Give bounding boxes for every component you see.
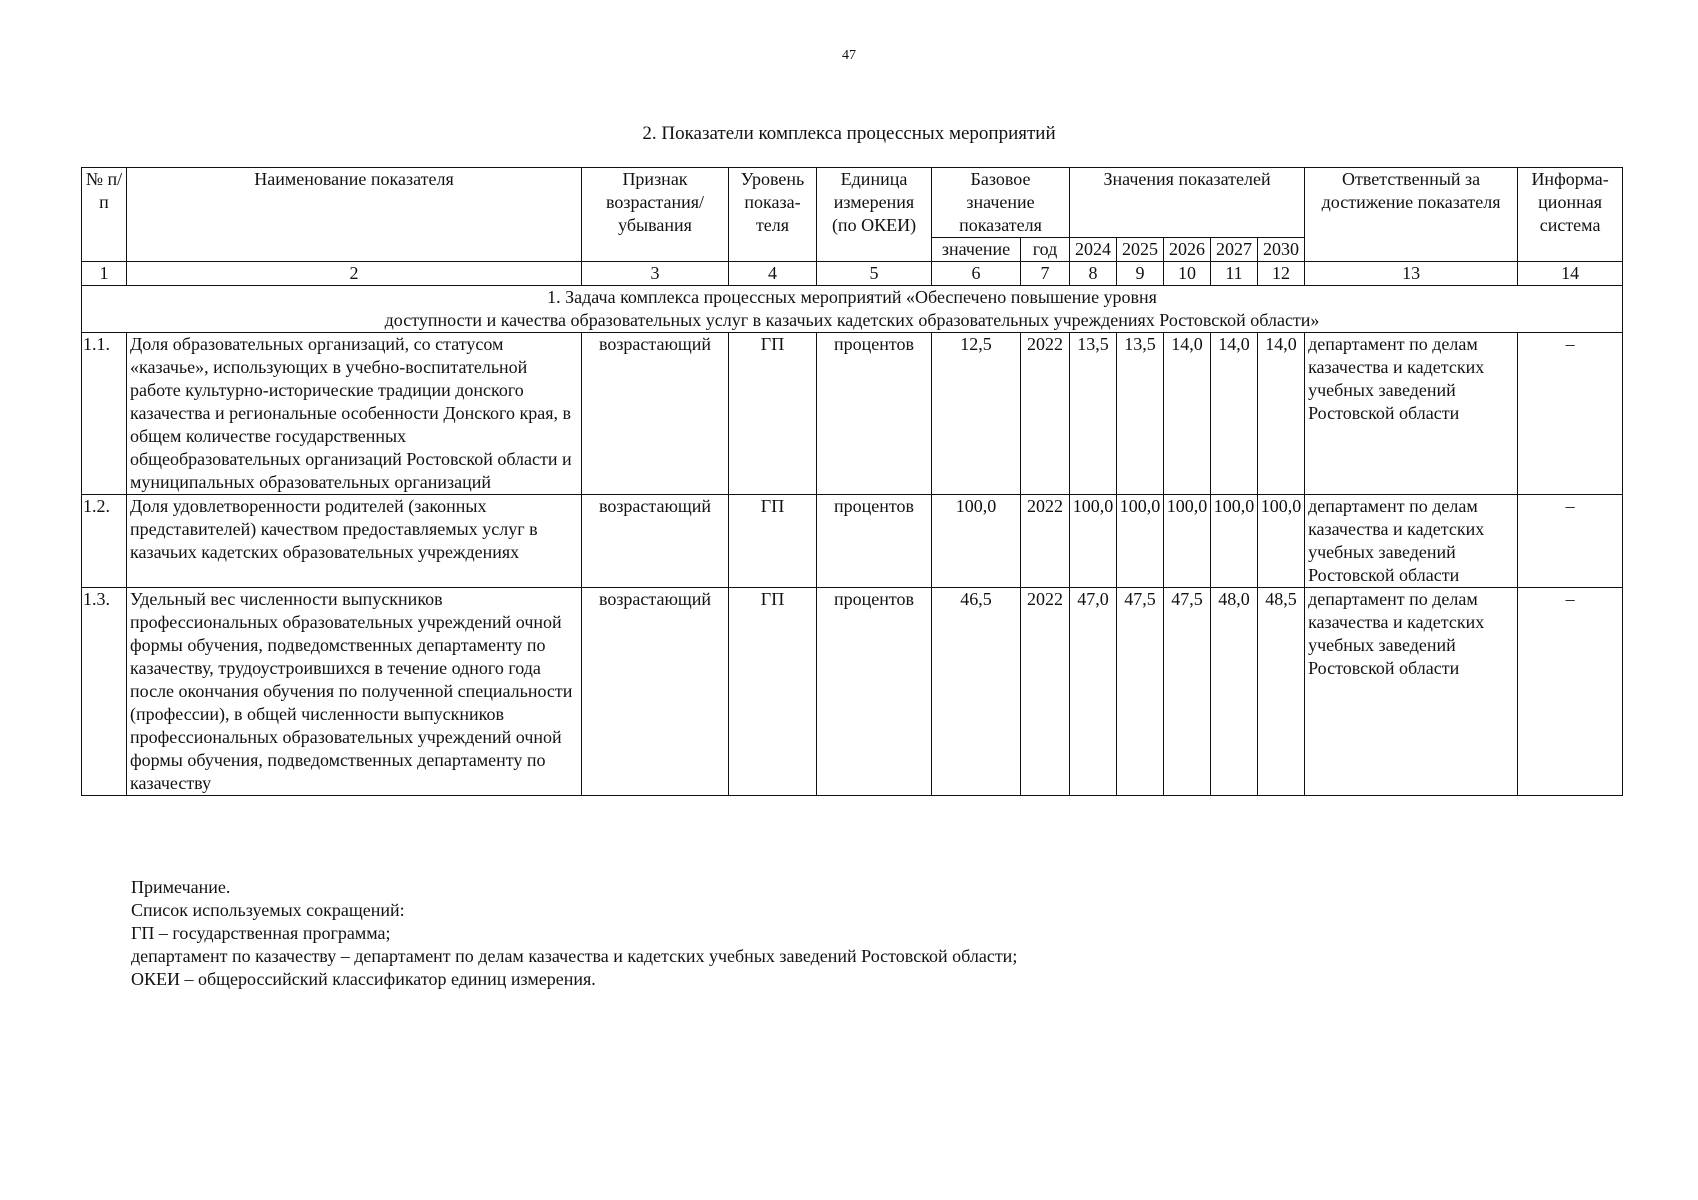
row-base-value: 46,5 <box>932 588 1021 796</box>
row-value-2024: 47,0 <box>1070 588 1117 796</box>
header-num: № п/п <box>82 168 127 262</box>
header-year-2025: 2025 <box>1117 238 1164 262</box>
row-base-value: 100,0 <box>932 495 1021 588</box>
task-line-2: доступности и качества образовательных услуг в казачьих кадетских образовательных учреждениях Ростовской области» <box>384 310 1320 330</box>
row-value-2024: 100,0 <box>1070 495 1117 588</box>
row-level: ГП <box>729 495 817 588</box>
header-row-1 <box>82 168 1623 238</box>
table-row <box>82 588 1623 796</box>
row-value-2025: 100,0 <box>1117 495 1164 588</box>
row-value-2030: 48,5 <box>1258 588 1305 796</box>
header-name: Наименование показателя <box>127 168 582 262</box>
row-level: ГП <box>729 588 817 796</box>
row-level: ГП <box>729 333 817 495</box>
col-number: 12 <box>1258 262 1305 286</box>
row-name: Доля образовательных организаций, со статусом «казачье», использующих в учебно-воспитательной работе культурно-исторические традиции донского казачества и региональные особенности Донского края, в общем количестве государственных общеобразовательных организаций Ростовской области и муниципальных образовательных организаций <box>127 333 582 495</box>
col-number: 11 <box>1211 262 1258 286</box>
col-number: 10 <box>1164 262 1211 286</box>
header-sign: Признак возрастания/ убывания <box>582 168 729 262</box>
col-number: 4 <box>729 262 817 286</box>
row-num: 1.1. <box>82 333 127 495</box>
note-title: Примечание. <box>131 877 231 897</box>
col-number: 9 <box>1117 262 1164 286</box>
row-sign: возрастающий <box>582 495 729 588</box>
row-responsible: департамент по делам казачества и кадетских учебных заведений Ростовской области <box>1305 588 1518 796</box>
header-year-2030: 2030 <box>1258 238 1305 262</box>
row-num: 1.2. <box>82 495 127 588</box>
row-value-2026: 100,0 <box>1164 495 1211 588</box>
col-number: 3 <box>582 262 729 286</box>
row-base-year: 2022 <box>1021 333 1070 495</box>
column-numbers-row <box>82 262 1623 286</box>
note-line: Список используемых сокращений: <box>131 900 405 920</box>
row-unit: процентов <box>817 333 932 495</box>
header-base-year: год <box>1021 238 1070 262</box>
row-unit: процентов <box>817 495 932 588</box>
row-name: Удельный вес численности выпускников профессиональных образовательных учреждений очной формы обучения, подведомственных департаменту по казачеству, трудоустроившихся в течение одного года после окончания обучения по полученной специальности (профессии), в общей численности выпускников профессиональных образовательных учреждений очной формы обучения, подведомственных департаменту по казачеству <box>127 588 582 796</box>
footnote <box>131 876 1017 991</box>
table-row <box>82 495 1623 588</box>
row-value-2024: 13,5 <box>1070 333 1117 495</box>
row-value-2030: 100,0 <box>1258 495 1305 588</box>
task-line-1: 1. Задача комплекса процессных мероприятий «Обеспечено повышение уровня <box>547 287 1157 307</box>
task-row <box>82 286 1623 333</box>
row-system: – <box>1518 588 1623 796</box>
row-base-value: 12,5 <box>932 333 1021 495</box>
col-number: 1 <box>82 262 127 286</box>
row-base-year: 2022 <box>1021 495 1070 588</box>
header-level: Уровень показа-теля <box>729 168 817 262</box>
row-value-2026: 47,5 <box>1164 588 1211 796</box>
row-sign: возрастающий <box>582 588 729 796</box>
header-responsible: Ответственный за достижение показателя <box>1305 168 1518 262</box>
row-value-2025: 13,5 <box>1117 333 1164 495</box>
row-responsible: департамент по делам казачества и кадетских учебных заведений Ростовской области <box>1305 333 1518 495</box>
table-row <box>82 333 1623 495</box>
row-num: 1.3. <box>82 588 127 796</box>
row-system: – <box>1518 333 1623 495</box>
col-number: 5 <box>817 262 932 286</box>
row-value-2027: 48,0 <box>1211 588 1258 796</box>
col-number: 13 <box>1305 262 1518 286</box>
row-base-year: 2022 <box>1021 588 1070 796</box>
row-value-2030: 14,0 <box>1258 333 1305 495</box>
page-number: 47 <box>842 48 856 63</box>
row-unit: процентов <box>817 588 932 796</box>
col-number: 7 <box>1021 262 1070 286</box>
col-number: 8 <box>1070 262 1117 286</box>
task-cell <box>82 286 1623 333</box>
note-line: ГП – государственная программа; <box>131 923 391 943</box>
header-year-2027: 2027 <box>1211 238 1258 262</box>
header-base-value: значение <box>932 238 1021 262</box>
section-title: 2. Показатели комплекса процессных мероприятий <box>642 123 1056 144</box>
header-base: Базовое значение показателя <box>932 168 1070 238</box>
row-sign: возрастающий <box>582 333 729 495</box>
col-number: 14 <box>1518 262 1623 286</box>
header-year-2024: 2024 <box>1070 238 1117 262</box>
header-values: Значения показателей <box>1070 168 1305 238</box>
note-line: ОКЕИ – общероссийский классификатор единиц измерения. <box>131 969 596 989</box>
header-unit: Единица измерения (по ОКЕИ) <box>817 168 932 262</box>
row-value-2027: 14,0 <box>1211 333 1258 495</box>
col-number: 2 <box>127 262 582 286</box>
header-system: Информа-ционная система <box>1518 168 1623 262</box>
row-value-2027: 100,0 <box>1211 495 1258 588</box>
row-name: Доля удовлетворенности родителей (законных представителей) качеством предоставляемых услуг в казачьих кадетских образовательных учреждениях <box>127 495 582 588</box>
row-value-2025: 47,5 <box>1117 588 1164 796</box>
row-system: – <box>1518 495 1623 588</box>
note-line: департамент по казачеству – департамент по делам казачества и кадетских учебных заведений Ростовской области; <box>131 946 1018 966</box>
indicators-table <box>81 167 1623 796</box>
header-year-2026: 2026 <box>1164 238 1211 262</box>
row-value-2026: 14,0 <box>1164 333 1211 495</box>
col-number: 6 <box>932 262 1021 286</box>
row-responsible: департамент по делам казачества и кадетских учебных заведений Ростовской области <box>1305 495 1518 588</box>
